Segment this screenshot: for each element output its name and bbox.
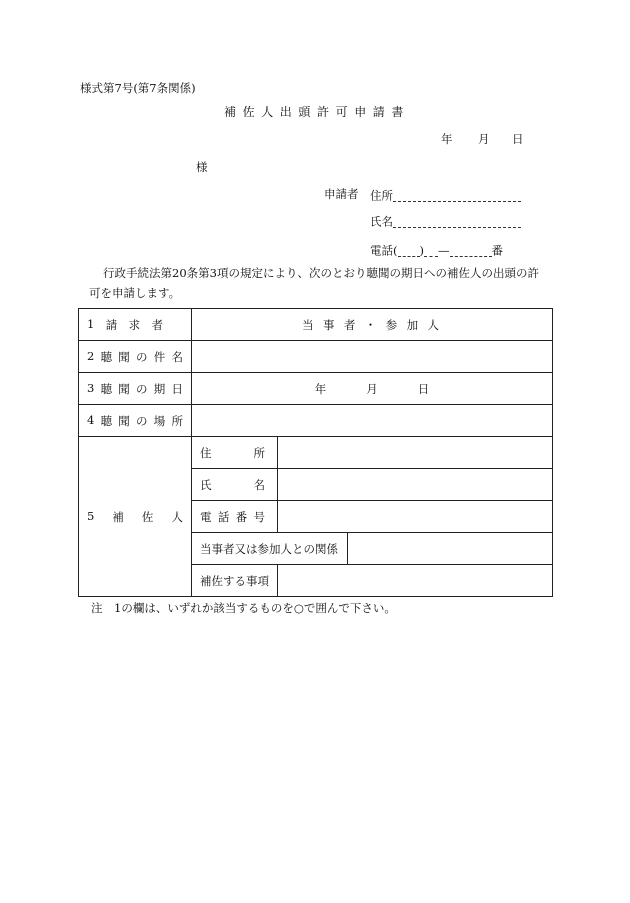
phone-suffix: 番 [491, 243, 503, 258]
body-text-line2: 可を申請します。 [89, 286, 181, 300]
requester-options[interactable]: 当 事 者 ・ 参 加 人 [192, 309, 553, 341]
hearing-subject-label: 2 聴 聞 の 件 名 [79, 341, 192, 373]
form-number: 様式第7号(第7条関係) [80, 81, 196, 95]
table-row-hearing-subject [79, 341, 553, 373]
address-label: 住所 [370, 188, 393, 203]
name-input-line[interactable] [393, 215, 521, 228]
assistant-address-label: 住 所 [192, 437, 278, 469]
assistant-relation-label: 当事者又は参加人との関係 [192, 533, 348, 565]
applicant-address-row [370, 189, 521, 202]
date-month: 月 [478, 132, 490, 146]
phone-number-line[interactable] [450, 244, 492, 257]
table-row-requester [79, 309, 553, 341]
applicant-phone-row [370, 244, 503, 257]
assistant-relation-field[interactable] [348, 533, 553, 565]
addressee-honorific: 様 [196, 160, 208, 174]
table-row-hearing-place [79, 405, 553, 437]
application-table [78, 308, 553, 597]
applicant-label: 申請者 [324, 187, 359, 201]
table-row-hearing-date [79, 373, 553, 405]
assistant-phone-field[interactable] [278, 501, 553, 533]
hearing-subject-field[interactable] [192, 341, 553, 373]
date-day: 日 [512, 132, 524, 146]
phone-separator: — [438, 243, 450, 258]
assistant-matters-field[interactable] [278, 565, 553, 597]
phone-area-line[interactable] [398, 244, 420, 257]
assistant-phone-label: 電 話 番 号 [192, 501, 278, 533]
phone-open-paren: ( [393, 243, 398, 258]
applicant-name-row [370, 215, 521, 228]
phone-mid-line[interactable] [424, 244, 438, 257]
assistant-address-field[interactable] [278, 437, 553, 469]
assistant-name-field[interactable] [278, 469, 553, 501]
assistant-label: 5 補 佐 人 [79, 437, 192, 597]
phone-close-paren: ) [419, 243, 424, 258]
date-year: 年 [441, 132, 453, 146]
hearing-date-field[interactable]: 年 月 日 [192, 373, 553, 405]
hearing-place-field[interactable] [192, 405, 553, 437]
hearing-place-label: 4 聴 聞 の 場 所 [79, 405, 192, 437]
phone-label: 電話 [370, 243, 393, 258]
name-label: 氏名 [370, 214, 393, 229]
assistant-name-label: 氏 名 [192, 469, 278, 501]
requester-label: 1 請 求 者 [79, 309, 192, 341]
footnote: 注 1の欄は、いずれか該当するものを○で囲んで下さい。 [91, 601, 396, 615]
hearing-date-label: 3 聴 聞 の 期 日 [79, 373, 192, 405]
assistant-matters-label: 補佐する事項 [192, 565, 278, 597]
document-title: 補佐人出頭許可申請書 [224, 105, 411, 119]
body-text-line1: 行政手続法第20条第3項の規定により、次のとおり聴聞の期日への補佐人の出頭の許 [103, 266, 539, 280]
address-input-line[interactable] [393, 189, 521, 202]
table-row-assistant-address [79, 437, 553, 469]
